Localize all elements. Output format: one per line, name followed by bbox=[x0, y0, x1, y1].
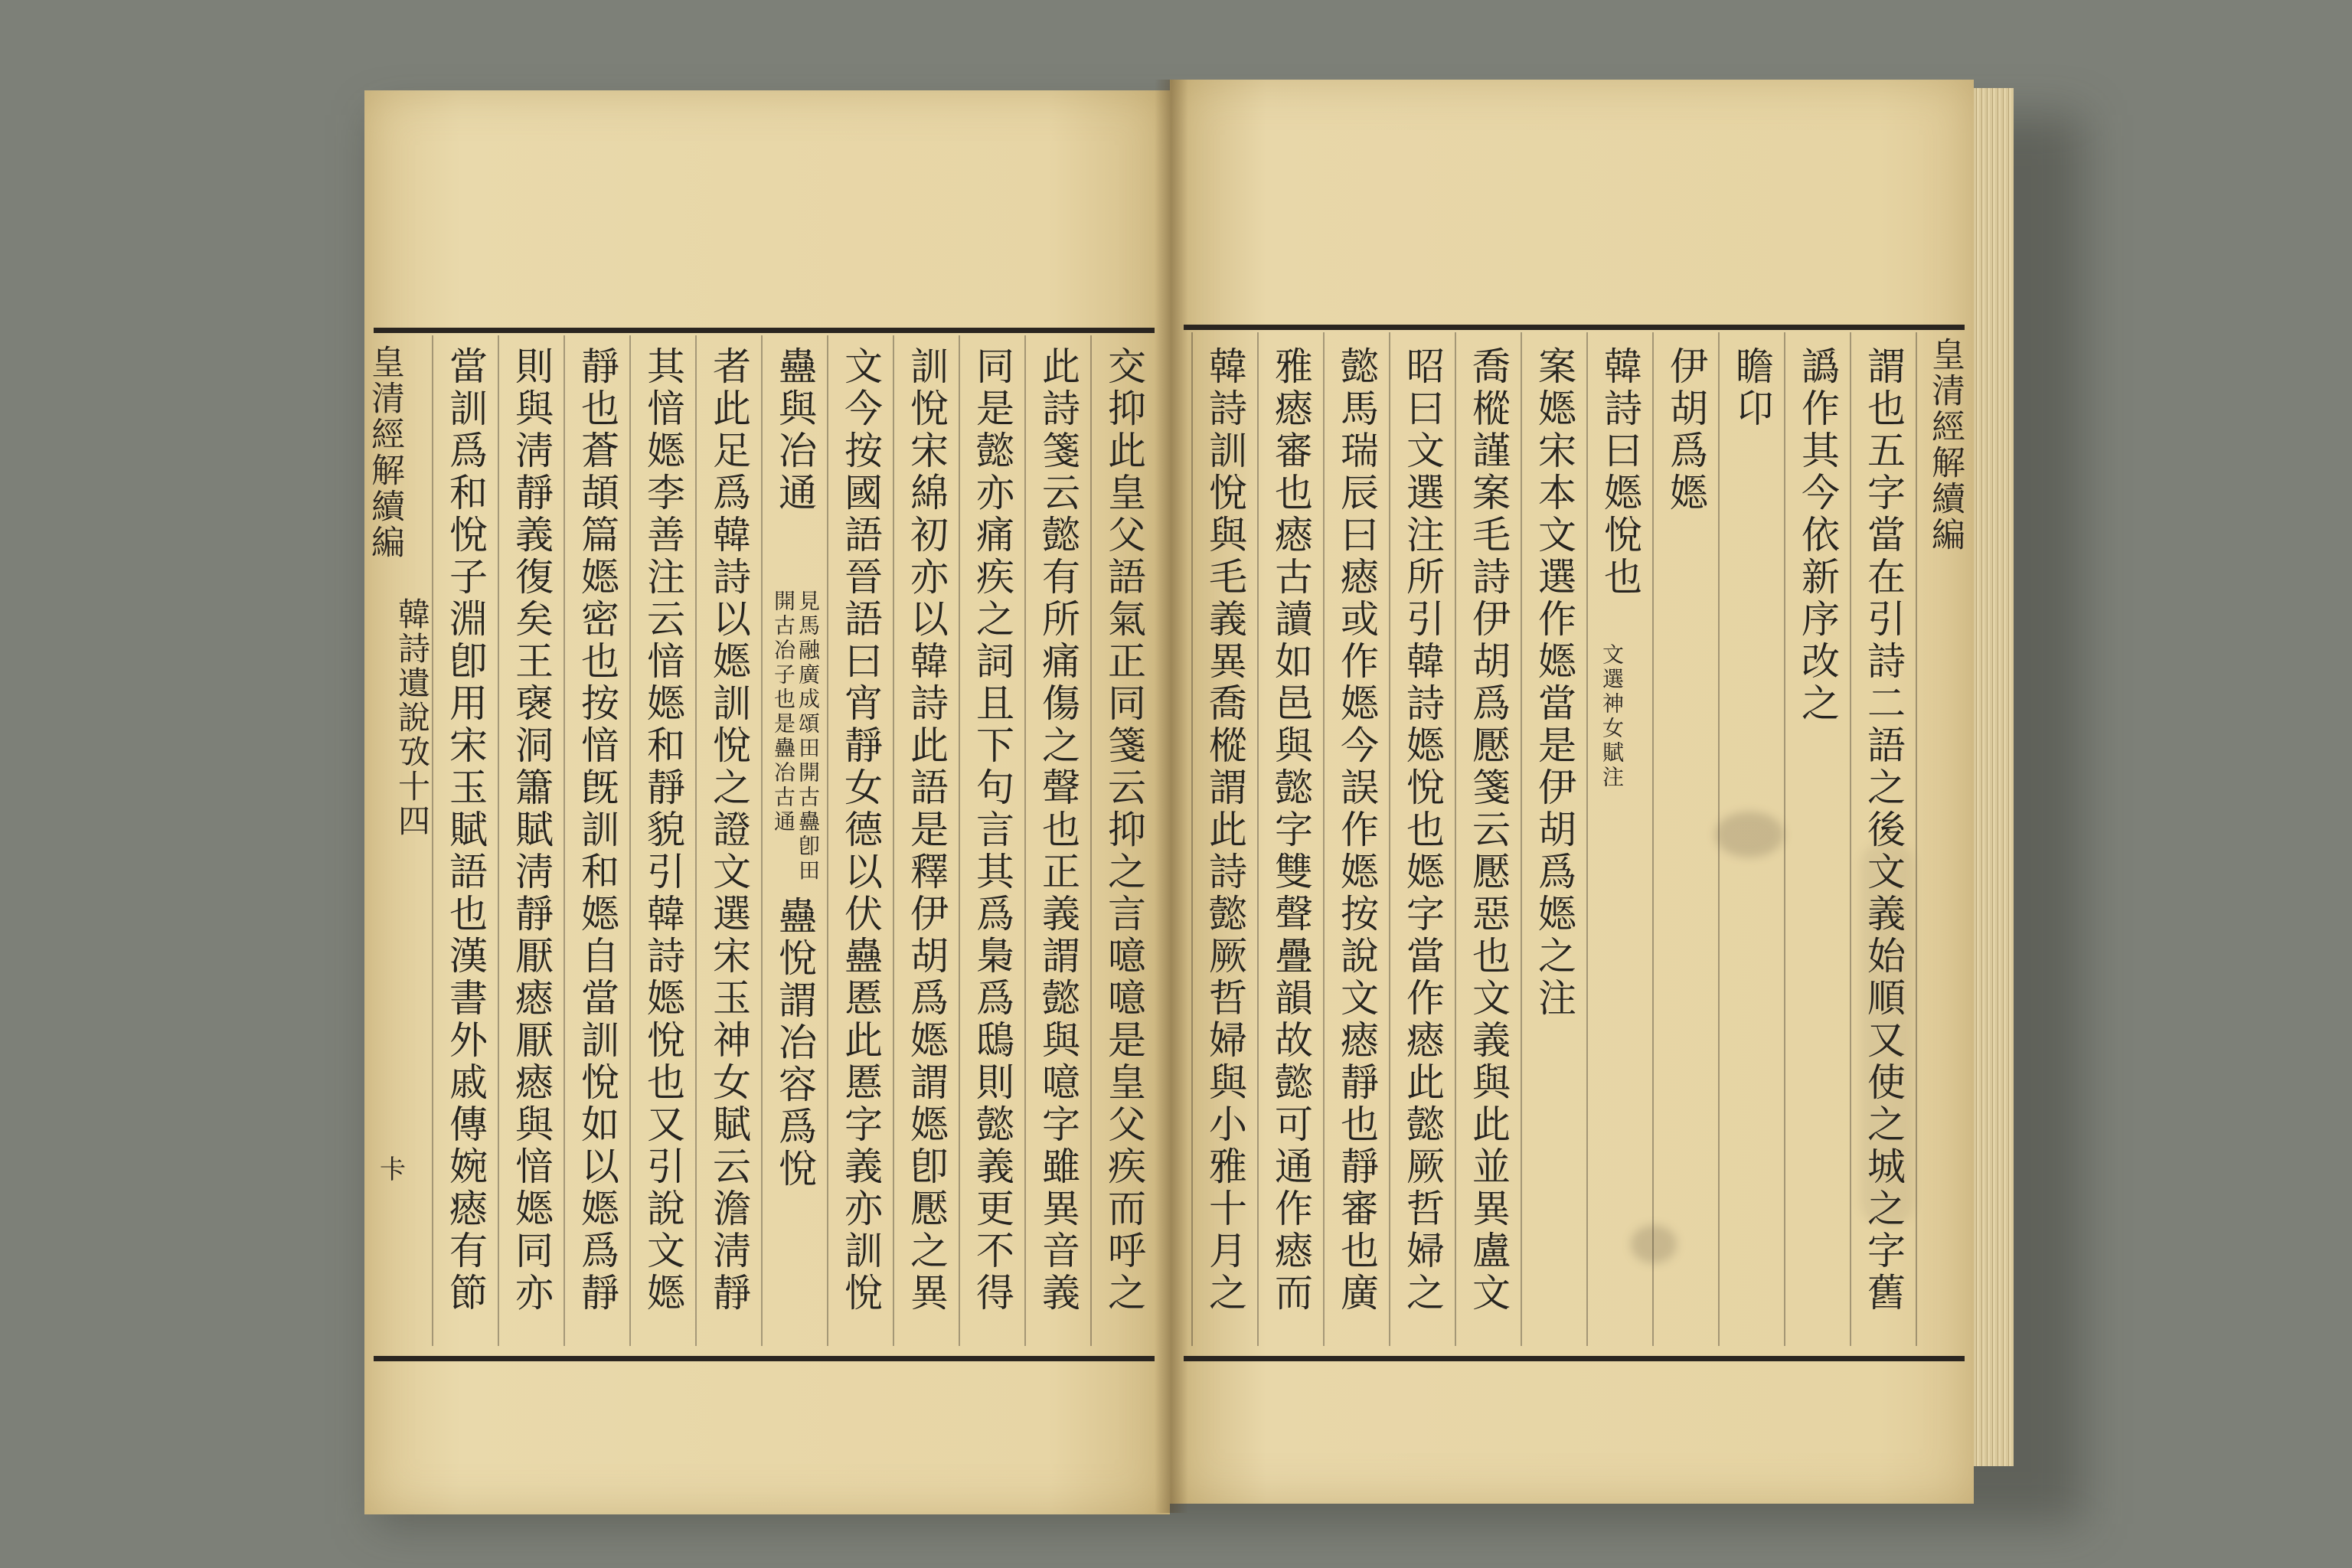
left-column-rule bbox=[827, 335, 828, 1346]
ink-smudge bbox=[1631, 1225, 1677, 1263]
left-column-rule bbox=[959, 335, 960, 1346]
left-folio: 卡 bbox=[380, 1155, 406, 1185]
ink-smudge bbox=[1715, 812, 1784, 858]
right-column-9: 雅瘱審也瘱古讀如邑與懿字雙聲疊韻故懿可通作瘱而 bbox=[1269, 346, 1313, 1315]
right-column-rule bbox=[1521, 332, 1522, 1346]
right-note-wenxuan: 文選神女賦注 bbox=[1599, 643, 1625, 790]
left-column-1: 交抑此皇父語氣正同箋云抑之言噫噫是皇父疾而呼之 bbox=[1102, 346, 1146, 1315]
left-margin-section: 韓詩遺說攷十四 bbox=[394, 597, 431, 838]
left-column-4: 訓悅宋綿初亦以韓詩此語是釋伊胡爲嫕謂嫕卽懕之異 bbox=[904, 346, 949, 1315]
right-column-3: 瞻卬 bbox=[1730, 346, 1774, 430]
right-column-4: 伊胡爲嫕 bbox=[1664, 346, 1708, 514]
left-gloss-lower: 開古冶子也是蠱冶古通 bbox=[771, 590, 796, 835]
left-column-rule bbox=[629, 335, 631, 1346]
right-column-rule bbox=[1916, 332, 1917, 1346]
right-column-8: 懿馬瑞辰曰瘱或作嫕今誤作嫕按說文瘱靜也靜審也廣 bbox=[1334, 346, 1379, 1315]
right-column-rule bbox=[1784, 332, 1785, 1346]
left-column-10: 則與淸靜義復矣王襃洞簫賦淸靜厭瘱厭瘱與愔嫕同亦 bbox=[509, 346, 554, 1315]
left-gloss-upper: 見馬融廣成頌田開古蠱卽田 bbox=[795, 590, 821, 884]
right-column-10: 韓詩訓悅與毛義異喬樅謂此詩懿厥哲婦與小雅十月之 bbox=[1203, 346, 1247, 1315]
right-column-rule bbox=[1652, 332, 1654, 1346]
right-column-2: 譌作其今依新序改之 bbox=[1795, 346, 1840, 725]
left-column-7: 者此足爲韓詩以嫕訓悅之證文選宋玉神女賦云澹淸靜 bbox=[707, 346, 751, 1315]
left-column-2: 此詩箋云懿有所痛傷之聲也正義謂懿與噫字雖異音義 bbox=[1036, 346, 1080, 1315]
left-column-6: 蠱與冶通 bbox=[773, 346, 817, 514]
book-page-edges bbox=[1974, 88, 2014, 1466]
left-column-5: 文今按國語晉語曰宵靜女德以伏蠱慝此慝字義亦訓悅 bbox=[838, 346, 883, 1315]
right-column-1: 謂也五字當在引詩二語之後文義始順又使之城之字舊 bbox=[1861, 346, 1906, 1315]
right-column-rule bbox=[1586, 332, 1588, 1346]
left-column-rule bbox=[761, 335, 763, 1346]
right-column-7: 昭曰文選注所引韓詩嫕悅也嫕字當作瘱此懿厥哲婦之 bbox=[1400, 346, 1445, 1315]
right-margin-title: 皇清經解續編 bbox=[1926, 337, 1965, 553]
right-column-rule bbox=[1850, 332, 1851, 1346]
left-column-9: 靜也蒼頡篇嫕密也按愔旣訓和嫕自當訓悅如以嫕爲靜 bbox=[575, 346, 619, 1315]
ink-bleed bbox=[1860, 842, 1914, 1225]
right-column-rule bbox=[1323, 332, 1325, 1346]
right-column-rule bbox=[1257, 332, 1259, 1346]
left-column-rule bbox=[432, 335, 433, 1346]
left-column-rule bbox=[893, 335, 894, 1346]
left-gloss-after: 蠱悅謂冶容爲悅 bbox=[773, 896, 817, 1191]
left-column-rule bbox=[695, 335, 697, 1346]
right-column-rule bbox=[1455, 332, 1456, 1346]
left-column-3: 同是懿亦痛疾之詞且下句言其爲梟爲鴟則懿義更不得 bbox=[970, 346, 1014, 1315]
left-margin-title: 皇清經解續編 bbox=[365, 345, 404, 560]
right-column-5: 韓詩曰嫕悅也 bbox=[1598, 346, 1642, 599]
left-column-11: 當訓爲和悅子淵卽用宋玉賦語也漢書外戚傳婉瘱有節 bbox=[443, 346, 488, 1315]
left-column-rule bbox=[1090, 335, 1092, 1346]
right-column-rule bbox=[1191, 332, 1193, 1346]
right-column-rule bbox=[1389, 332, 1390, 1346]
left-column-rule bbox=[564, 335, 565, 1346]
left-column-rule bbox=[498, 335, 499, 1346]
right-column-qiao: 喬樅謹案毛詩伊胡爲懕箋云懕惡也文義與此並異盧文 bbox=[1466, 346, 1511, 1315]
right-column-6: 案嫕宋本文選作嫕當是伊胡爲嫕之注 bbox=[1532, 346, 1576, 1020]
left-column-rule bbox=[1024, 335, 1026, 1346]
left-column-8: 其愔嫕李善注云愔嫕和靜貌引韓詩嫕悅也又引說文嫕 bbox=[641, 346, 685, 1315]
